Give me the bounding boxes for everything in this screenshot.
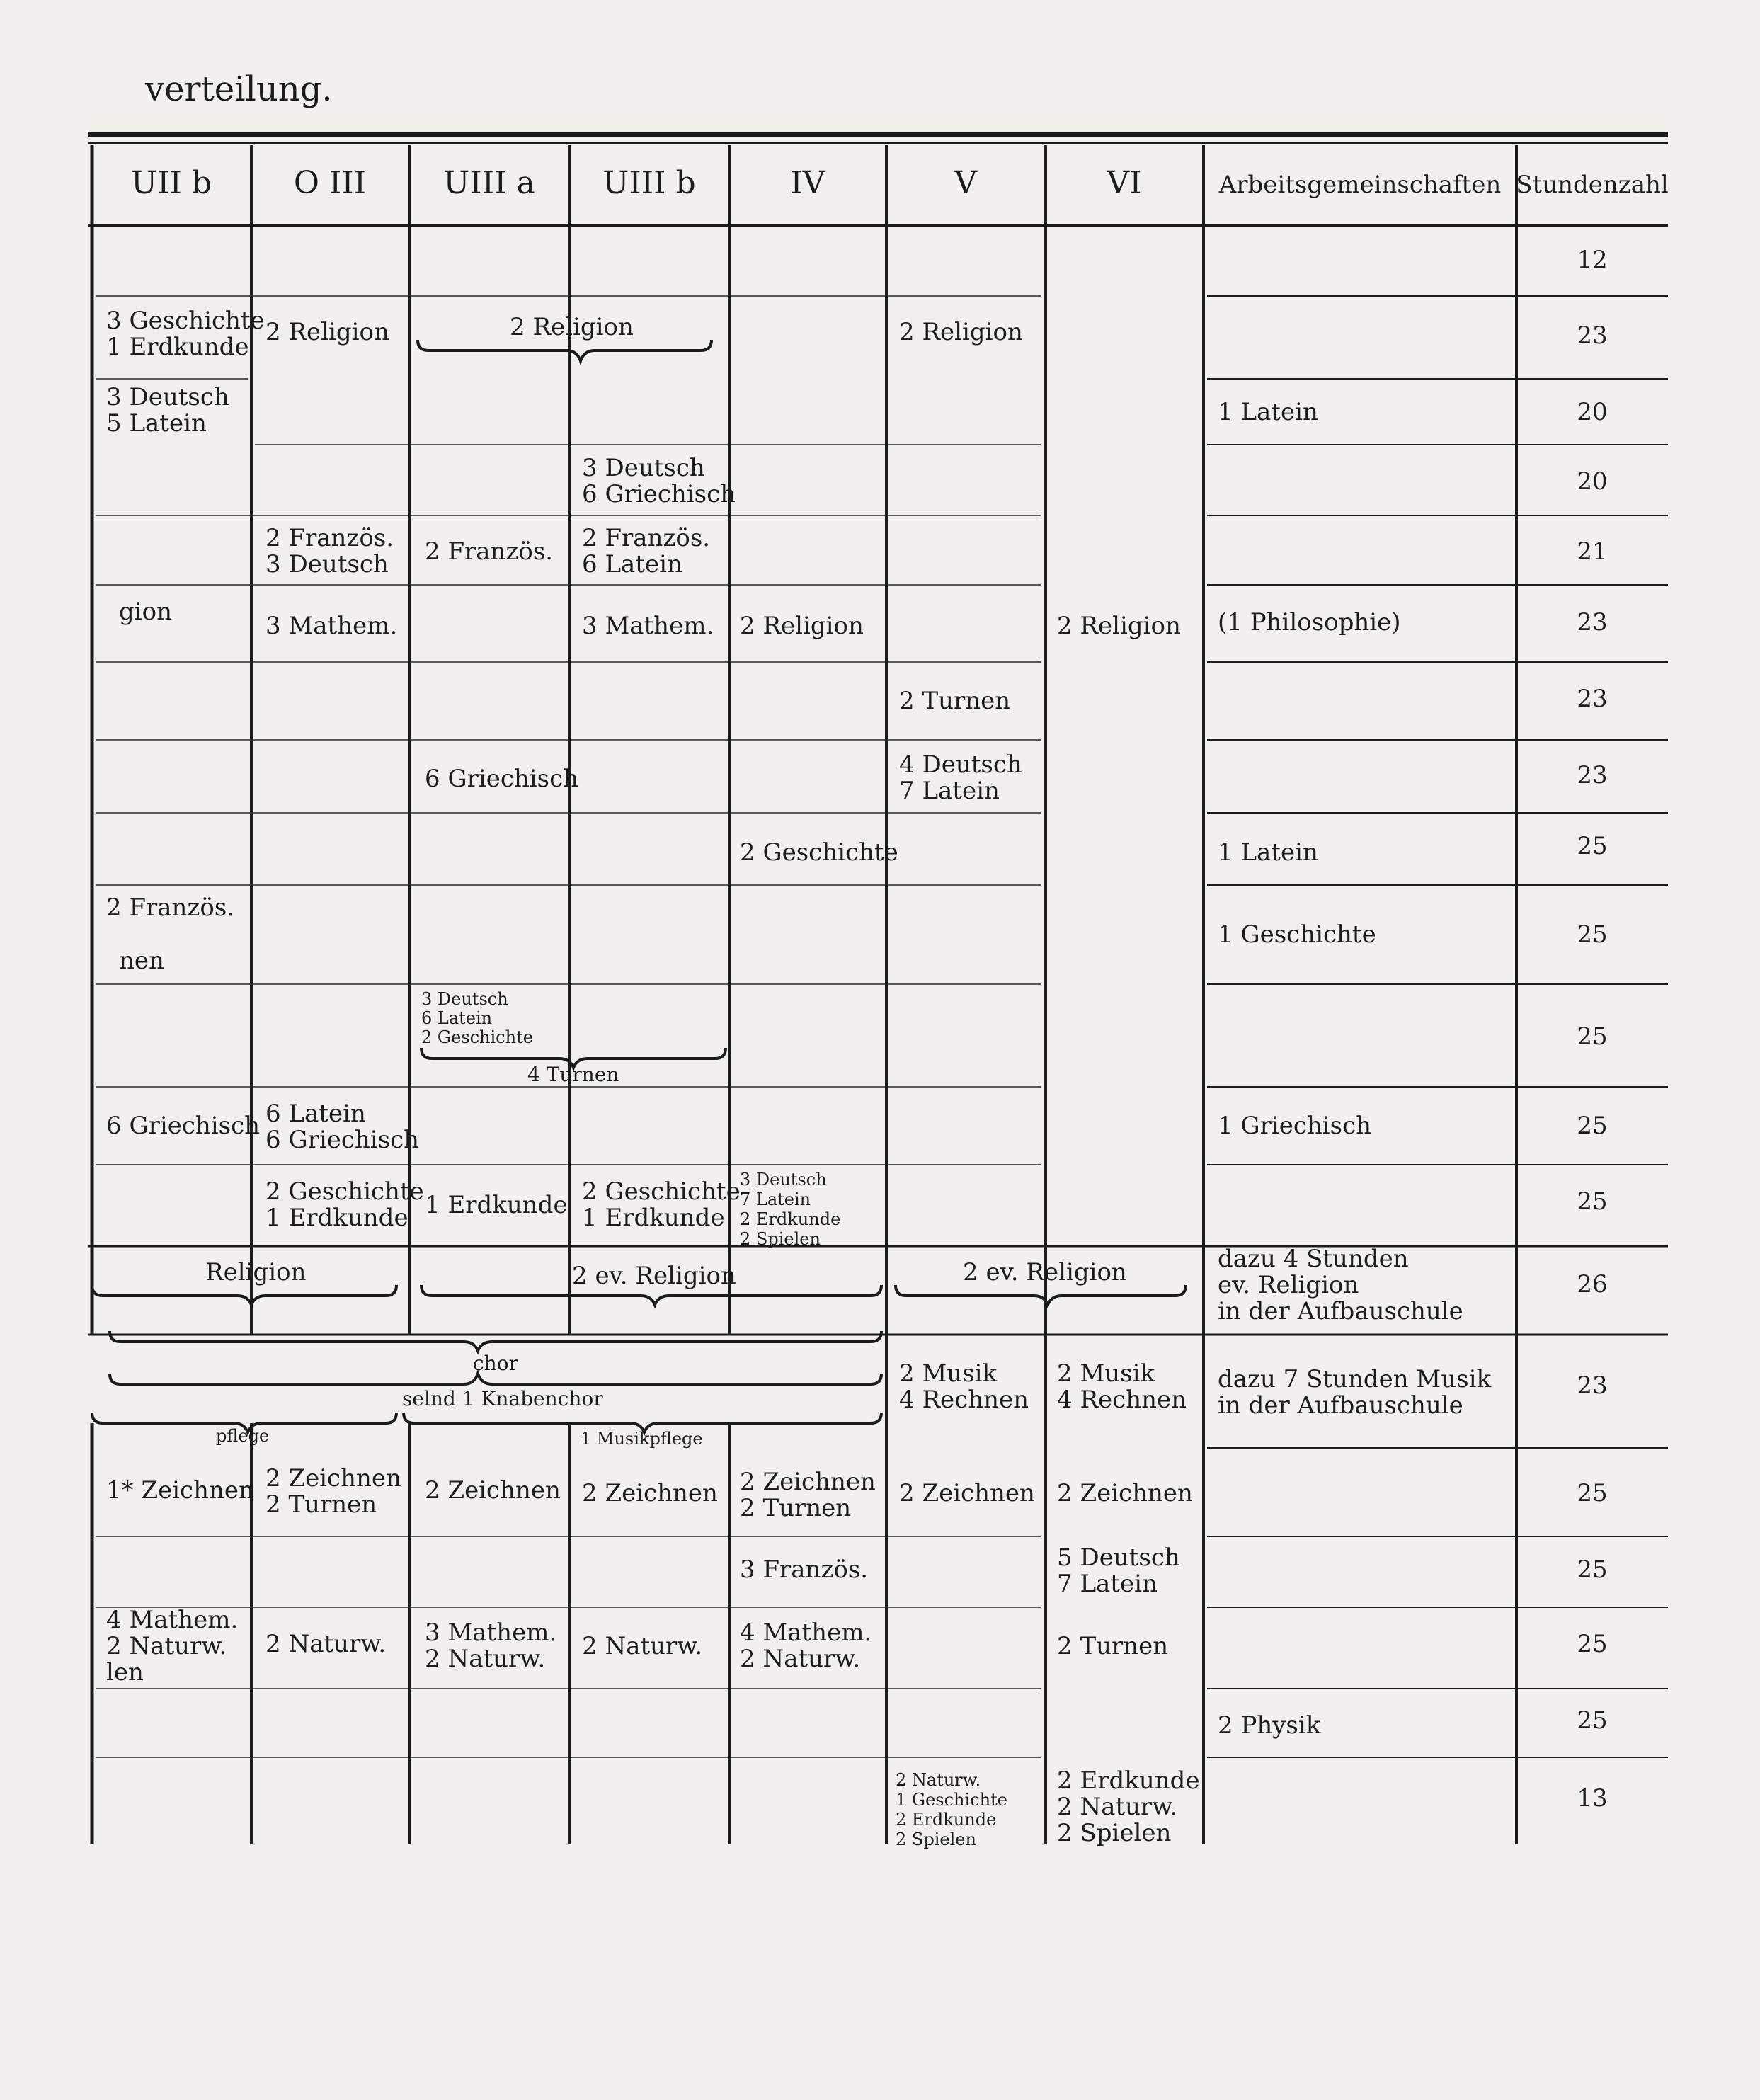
header-iv: IV — [790, 165, 825, 201]
cell-text: (1 Philosophie) — [1218, 608, 1401, 637]
stundenzahl-value: 25 — [1577, 1022, 1608, 1051]
cell-text: 3 Deutsch 6 Latein 2 Geschichte — [421, 989, 533, 1047]
cell-text: gion — [119, 598, 173, 626]
cell-text: 2 Französ. 6 Latein — [582, 524, 711, 578]
cell-text: 2 Naturw. 1 Geschichte 2 Erdkunde 2 Spielen — [896, 1770, 1007, 1849]
cell-text: 1 Griechisch — [1218, 1112, 1372, 1140]
cell-text: 2 Turnen — [899, 687, 1011, 715]
stundenzahl-value: 25 — [1577, 1556, 1608, 1584]
cell-text: 2 Religion — [899, 318, 1023, 346]
cell-text: 6 Griechisch — [425, 765, 579, 793]
cell-text: 1 Latein — [1218, 838, 1318, 867]
cell-text: 2 Religion — [265, 318, 389, 346]
cell-text: 1 Latein — [1218, 398, 1318, 426]
stundenzahl-value: 23 — [1577, 1371, 1608, 1400]
stundenzahl-value: 25 — [1577, 1112, 1608, 1140]
page-title: verteilung. — [145, 69, 333, 109]
stundenzahl-value: 26 — [1577, 1270, 1608, 1299]
cell-text: 2 Naturw. — [582, 1632, 703, 1660]
header-oiii: O III — [293, 165, 367, 201]
cell-text: 2 Zeichnen — [582, 1479, 718, 1507]
cell-text: 4 Turnen — [527, 1063, 619, 1086]
cell-text: chor — [473, 1352, 518, 1375]
cell-text: dazu 7 Stunden Musik in der Aufbauschule — [1218, 1365, 1492, 1420]
cell-text: 2 Religion — [510, 313, 634, 341]
stundenzahl-value: 25 — [1577, 1479, 1608, 1507]
cell-text: 2 Zeichnen 2 Turnen — [265, 1464, 401, 1519]
header-stundenzahl: Stundenzahl — [1516, 171, 1669, 199]
header-uiib: UII b — [131, 165, 212, 201]
stundenzahl-value: 23 — [1577, 761, 1608, 789]
header-uiiib: UIII b — [602, 165, 696, 201]
cell-text: dazu 4 Stunden ev. Religion in der Aufbauschule — [1218, 1245, 1463, 1325]
stundenzahl-value: 12 — [1577, 246, 1608, 274]
cell-text: 2 Physik — [1218, 1711, 1321, 1740]
cell-text: 2 Geschichte 1 Erdkunde — [582, 1177, 741, 1232]
cell-text: 2 Musik 4 Rechnen — [1057, 1359, 1187, 1414]
stundenzahl-value: 25 — [1577, 1706, 1608, 1735]
stundenzahl-value: 23 — [1577, 321, 1608, 350]
stundenzahl-value: 23 — [1577, 685, 1608, 713]
cell-text: 3 Deutsch 5 Latein — [106, 383, 229, 438]
cell-text: 1* Zeichnen — [106, 1476, 254, 1505]
cell-text: 3 Mathem. — [265, 612, 398, 640]
cell-text: 2 Zeichnen — [425, 1476, 561, 1505]
cell-text: 3 Französ. — [740, 1556, 869, 1584]
cell-text: 1 Musikpflege — [581, 1429, 703, 1449]
cell-text: 2 ev. Religion — [572, 1262, 736, 1290]
stundenzahl-value: 25 — [1577, 832, 1608, 860]
cell-text: 4 Mathem. 2 Naturw. — [740, 1619, 872, 1673]
cell-text: 2 Religion — [1057, 612, 1181, 640]
cell-text: 3 Deutsch 7 Latein 2 Erdkunde 2 Spielen — [740, 1170, 841, 1249]
cell-text: 3 Mathem. — [582, 612, 714, 640]
cell-text: nen — [119, 947, 164, 975]
header-v: V — [954, 165, 977, 201]
cell-text: 2 Erdkunde 2 Naturw. 2 Spielen — [1057, 1767, 1200, 1847]
cell-text: 2 Musik 4 Rechnen — [899, 1359, 1029, 1414]
cell-text: 2 Zeichnen — [899, 1479, 1035, 1507]
cell-text: 2 Zeichnen 2 Turnen — [740, 1468, 876, 1522]
cell-text: 6 Griechisch — [106, 1112, 261, 1140]
header-vi: VI — [1107, 165, 1142, 201]
cell-text: 2 Zeichnen — [1057, 1479, 1193, 1507]
cell-text: 2 ev. Religion — [963, 1258, 1127, 1286]
cell-text: 1 Erdkunde — [425, 1191, 568, 1219]
stundenzahl-value: 13 — [1577, 1784, 1608, 1813]
cell-text: 4 Mathem. 2 Naturw. len — [106, 1606, 239, 1687]
header-uiiia: UIII a — [443, 165, 535, 201]
stundenzahl-value: 20 — [1577, 398, 1608, 426]
stundenzahl-value: 20 — [1577, 467, 1608, 496]
cell-text: 3 Deutsch 6 Griechisch — [582, 454, 736, 508]
cell-text: 2 Religion — [740, 612, 864, 640]
stundenzahl-value: 25 — [1577, 1187, 1608, 1216]
cell-text: 5 Deutsch 7 Latein — [1057, 1543, 1180, 1598]
cell-text: 2 Französ. — [425, 537, 554, 566]
cell-text: 3 Geschichte 1 Erdkunde — [106, 307, 265, 361]
cell-text: 3 Mathem. 2 Naturw. — [425, 1619, 557, 1673]
cell-text: 2 Turnen — [1057, 1632, 1169, 1660]
cell-text: Religion — [205, 1258, 307, 1286]
stundenzahl-value: 25 — [1577, 920, 1608, 949]
cell-text: selnd 1 Knabenchor — [402, 1387, 603, 1410]
cell-text: 1 Geschichte — [1218, 920, 1376, 949]
cell-text: 2 Geschichte — [740, 838, 898, 867]
cell-text: 6 Latein 6 Griechisch — [265, 1100, 420, 1154]
header-arbeitsgemeinschaften: Arbeitsgemeinschaften — [1218, 171, 1502, 199]
cell-text: 2 Französ. — [106, 894, 235, 922]
cell-text: 2 Geschichte 1 Erdkunde — [265, 1177, 424, 1232]
cell-text: 4 Deutsch 7 Latein — [899, 751, 1022, 805]
cell-text: pflege — [216, 1426, 270, 1446]
cell-text: 2 Naturw. — [265, 1630, 387, 1658]
stundenzahl-value: 21 — [1577, 537, 1608, 566]
cell-text: 2 Französ. 3 Deutsch — [265, 524, 394, 578]
stundenzahl-value: 23 — [1577, 608, 1608, 637]
stundenzahl-value: 25 — [1577, 1630, 1608, 1658]
